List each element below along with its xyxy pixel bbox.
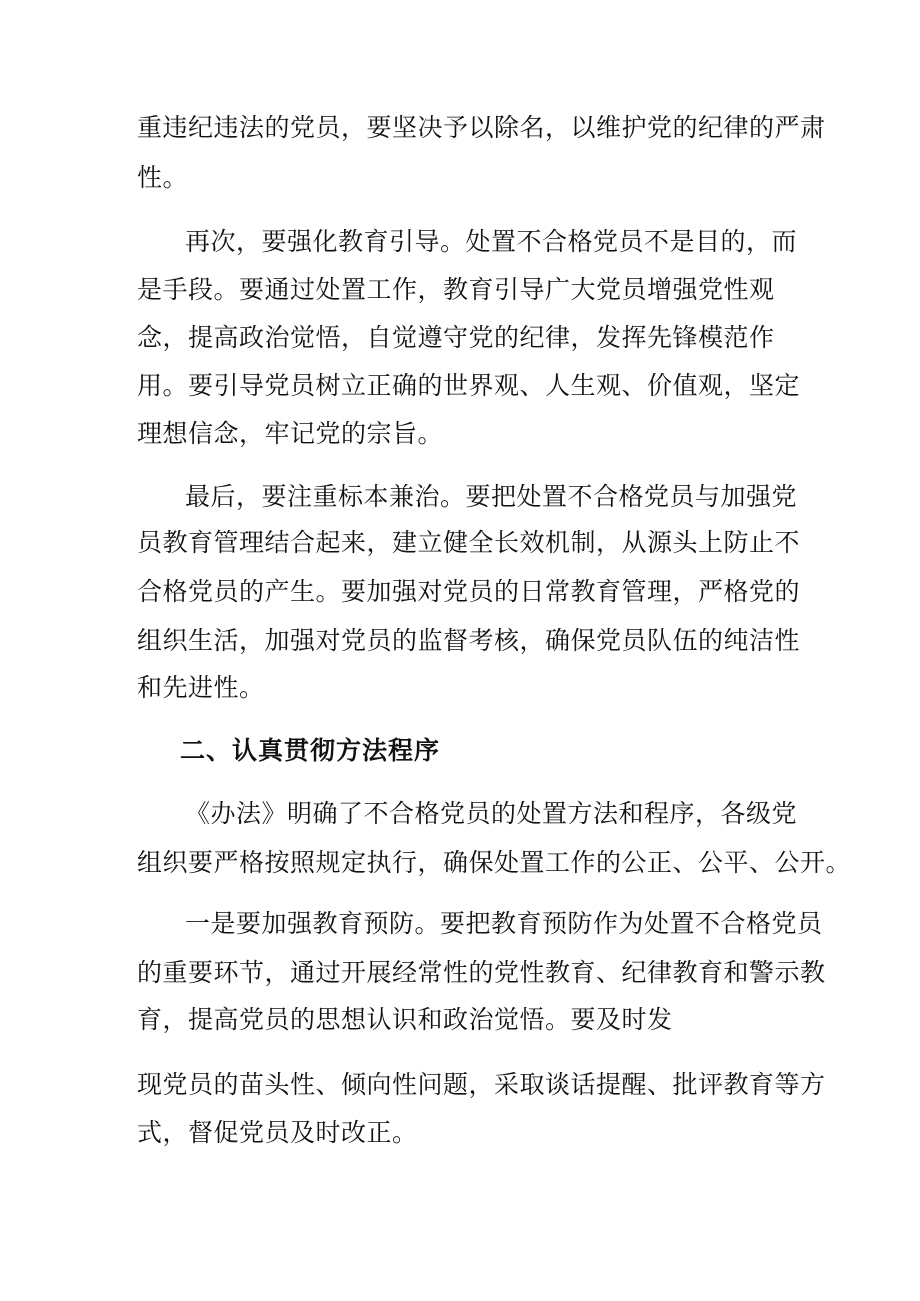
text-line: 和先进性。 [137, 673, 265, 702]
text-line: 的重要环节，通过开展经常性的党性教育、纪律教育和警示教 [137, 958, 826, 987]
text-line: 性。 [137, 163, 189, 192]
text-line: 念，提高政治觉悟，自觉遵守党的纪律，发挥先锋模范作 [137, 323, 775, 352]
text-line: 现党员的苗头性、倾向性问题，采取谈话提醒、批评教育等方 [137, 1070, 826, 1099]
paragraph-first-line: 最后，要注重标本兼治。要把处置不合格党员与加强党 [185, 482, 798, 511]
text-line: 合格党员的产生。要加强对党员的日常教育管理，严格党的 [137, 577, 801, 606]
section-heading: 二、认真贯彻方法程序 [180, 736, 441, 765]
text-line: 式，督促党员及时改正。 [137, 1118, 418, 1147]
text-line: 是手段。要通过处置工作，教育引导广大党员增强党性观 [137, 275, 775, 304]
text-line: 用。要引导党员树立正确的世界观、人生观、价值观，坚定 [137, 371, 801, 400]
text-line: 重违纪违法的党员，要坚决予以除名，以维护党的纪律的严肃 [137, 113, 826, 142]
text-line: 组织要严格按照规定执行，确保处置工作的公正、公平、公开。 [137, 848, 852, 877]
text-line: 组织生活，加强对党员的监督考核，确保党员队伍的纯洁性 [137, 626, 801, 655]
paragraph-first-line: 《办法》明确了不合格党员的处置方法和程序，各级党 [185, 799, 798, 828]
text-line: 育，提高党员的思想认识和政治觉悟。要及时发 [137, 1005, 673, 1034]
paragraph-first-line: 一是要加强教育预防。要把教育预防作为处置不合格党员 [185, 909, 823, 938]
text-line: 员教育管理结合起来，建立健全长效机制，从源头上防止不 [137, 528, 801, 557]
paragraph-first-line: 再次，要强化教育引导。处置不合格党员不是目的，而 [185, 227, 798, 256]
text-line: 理想信念，牢记党的宗旨。 [137, 419, 444, 448]
